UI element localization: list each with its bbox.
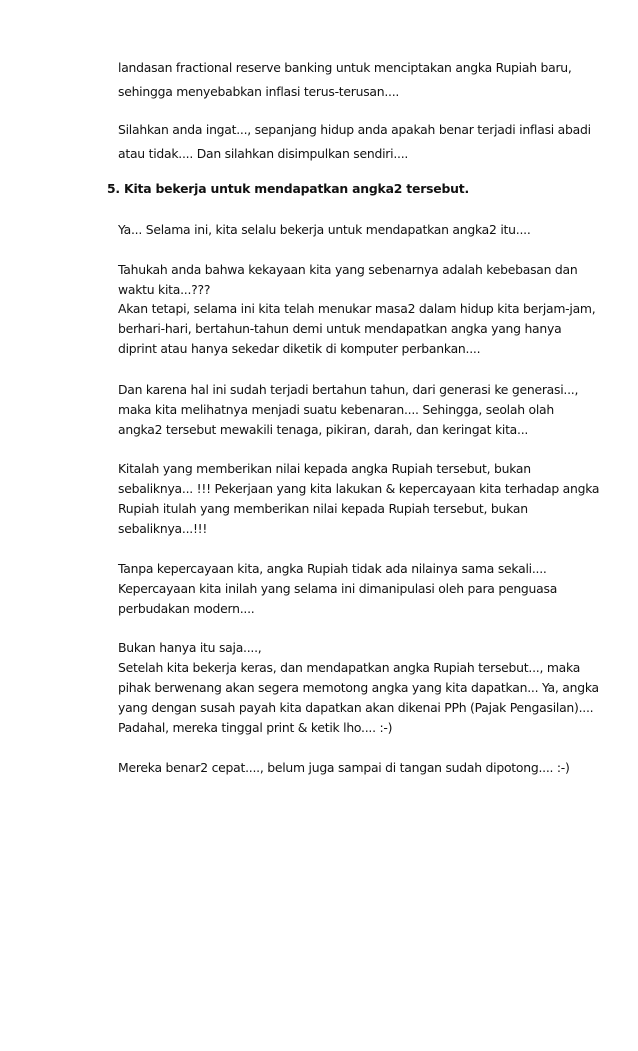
paragraph-line: Tanpa kepercayaan kita, angka Rupiah tidak ada nilainya sama sekali.... [118, 561, 547, 576]
paragraph-line: Mereka benar2 cepat...., belum juga sampai di tangan sudah dipotong.... :-) [118, 760, 570, 775]
paragraph-line: sebaliknya...!!! [118, 521, 208, 536]
paragraph-line: landasan fractional reserve banking untuk menciptakan angka Rupiah baru, [118, 60, 572, 75]
paragraph-line: Silahkan anda ingat..., sepanjang hidup anda apakah benar terjadi inflasi abadi [118, 122, 591, 137]
paragraph-line: Dan karena hal ini sudah terjadi bertahun tahun, dari generasi ke generasi..., [118, 382, 579, 397]
paragraph-line: Rupiah itulah yang memberikan nilai kepada Rupiah tersebut, bukan [118, 501, 528, 516]
paragraph-line: angka2 tersebut mewakili tenaga, pikiran, darah, dan keringat kita... [118, 422, 529, 437]
paragraph-line: Tahukah anda bahwa kekayaan kita yang sebenarnya adalah kebebasan dan [118, 262, 578, 277]
paragraph-line: Setelah kita bekerja keras, dan mendapatkan angka Rupiah tersebut..., maka [118, 660, 581, 675]
paragraph-line: diprint atau hanya sekedar diketik di komputer perbankan.... [118, 341, 481, 356]
section-heading: 5. Kita bekerja untuk mendapatkan angka2 tersebut. [107, 181, 470, 196]
paragraph-line: sebaliknya... !!! Pekerjaan yang kita lakukan & kepercayaan kita terhadap angka [118, 481, 600, 496]
paragraph-line: sehingga menyebabkan inflasi terus-terusan.... [118, 84, 400, 99]
paragraph-line: pihak berwenang akan segera memotong angka yang kita dapatkan... Ya, angka [118, 680, 599, 695]
paragraph-line: waktu kita...??? [118, 282, 211, 297]
paragraph-line: Bukan hanya itu saja...., [118, 640, 262, 655]
paragraph-line: berhari-hari, bertahun-tahun demi untuk mendapatkan angka yang hanya [118, 321, 562, 336]
paragraph-line: maka kita melihatnya menjadi suatu kebenaran.... Sehingga, seolah olah [118, 402, 554, 417]
paragraph-line: Ya... Selama ini, kita selalu bekerja untuk mendapatkan angka2 itu.... [118, 222, 531, 237]
paragraph-line: perbudakan modern.... [118, 601, 255, 616]
paragraph-line: Kitalah yang memberikan nilai kepada angka Rupiah tersebut, bukan [118, 461, 531, 476]
paragraph-line: Kepercayaan kita inilah yang selama ini dimanipulasi oleh para penguasa [118, 581, 558, 596]
paragraph-line: atau tidak.... Dan silahkan disimpulkan sendiri.... [118, 146, 409, 161]
paragraph-line: Akan tetapi, selama ini kita telah menukar masa2 dalam hidup kita berjam-jam, [118, 301, 596, 316]
paragraph-line: Padahal, mereka tinggal print & ketik lho.... :-) [118, 720, 393, 735]
paragraph-line: yang dengan susah payah kita dapatkan akan dikenai PPh (Pajak Pengasilan).... [118, 700, 594, 715]
